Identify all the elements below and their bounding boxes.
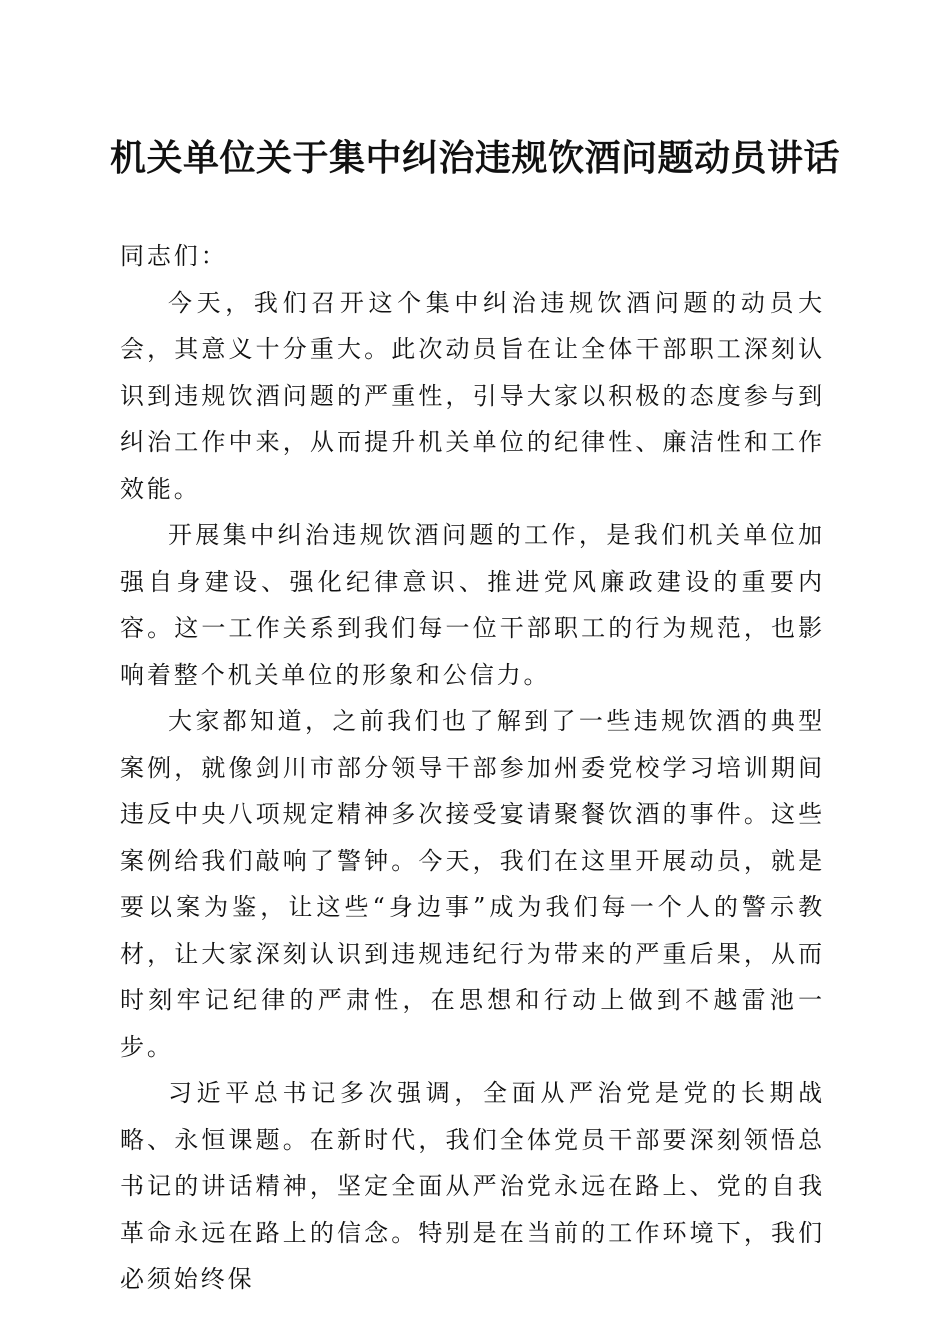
paragraph-4: 习近平总书记多次强调，全面从严治党是党的长期战略、永恒课题。在新时代，我们全体党员干部要深刻领悟总书记的讲话精神，坚定全面从严治党永远在路上、党的自我革命永远在路上的信念。特别是在当前的工作环境下，我们必须始终保 — [120, 1079, 825, 1293]
paragraph-2: 开展集中纠治违规饮酒问题的工作，是我们机关单位加强自身建设、强化纪律意识、推进党风廉政建设的重要内容。这一工作关系到我们每一位干部职工的行为规范，也影响着整个机关单位的形象和公信力。 — [120, 521, 825, 689]
document-body — [120, 233, 825, 1303]
paragraph-1: 今天，我们召开这个集中纠治违规饮酒问题的动员大会，其意义十分重大。此次动员旨在让全体干部职工深刻认识到违规饮酒问题的严重性，引导大家以积极的态度参与到纠治工作中来，从而提升机关单位的纪律性、廉洁性和工作效能。 — [120, 288, 825, 503]
document-title: 机关单位关于集中纠治违规饮酒问题动员讲话 — [109, 137, 840, 179]
paragraph-3: 大家都知道，之前我们也了解到了一些违规饮酒的典型案例，就像剑川市部分领导干部参加州委党校学习培训期间违反中央八项规定精神多次接受宴请聚餐饮酒的事件。这些案例给我们敲响了警钟。今天，我们在这里开展动员，就是要以案为鉴，让这些“身边事”成为我们每一个人的警示教材，让大家深刻认识到违规违纪行为带来的严重后果，从而时刻牢记纪律的严肃性，在思想和行动上做到不越雷池一步。 — [120, 707, 825, 1061]
salutation: 同志们： — [120, 242, 228, 270]
